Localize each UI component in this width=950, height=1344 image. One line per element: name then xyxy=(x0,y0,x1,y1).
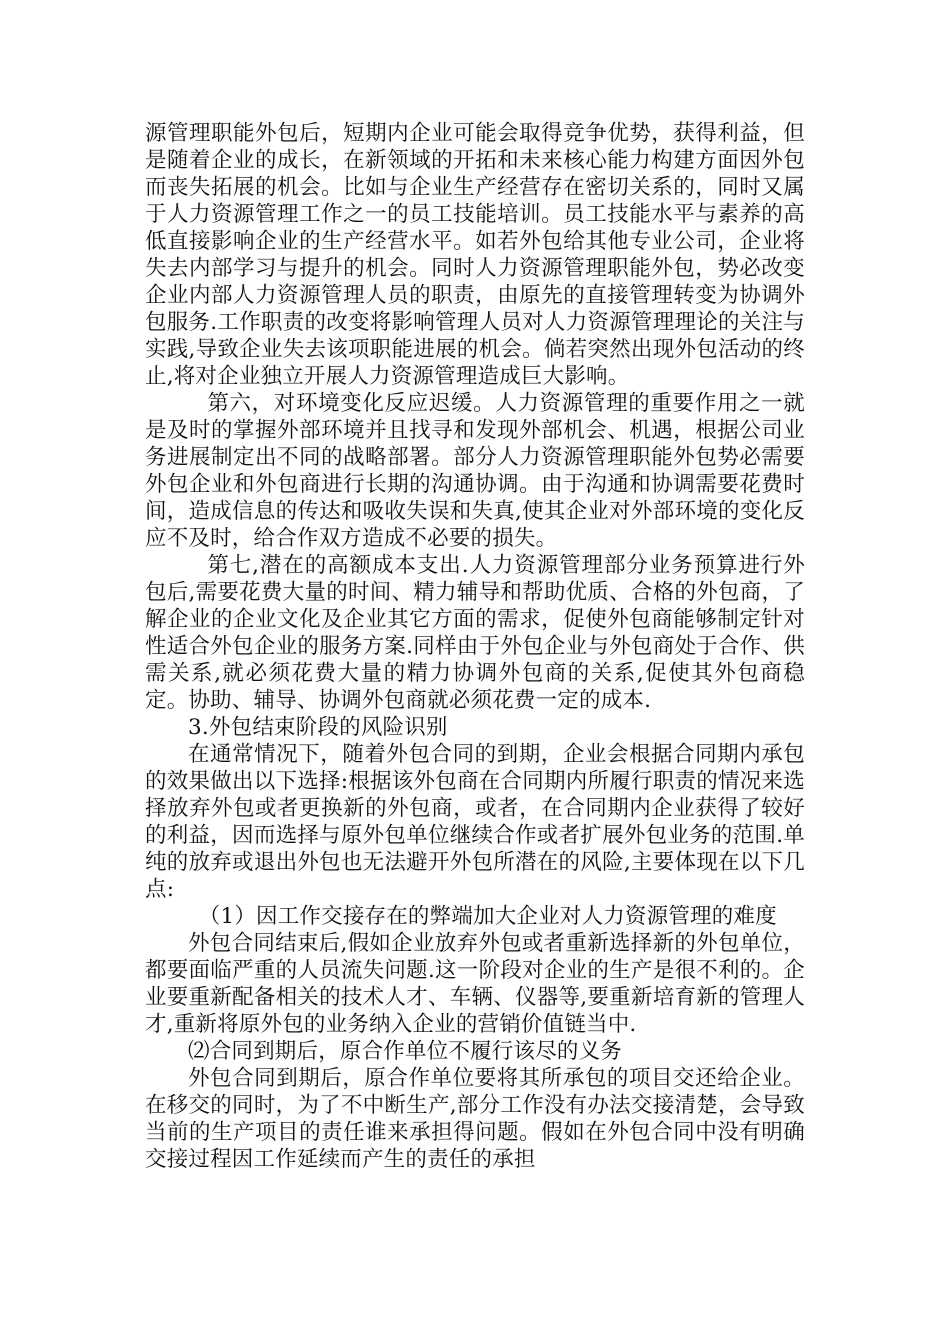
subheading-1: （1）因工作交接存在的弊端加大企业对人力资源管理的难度 xyxy=(198,904,777,929)
subheading-2: ⑵合同到期后，原合作单位不履行该尽的义务 xyxy=(188,1039,623,1064)
section-heading-3: 3.外包结束阶段的风险识别 xyxy=(188,715,448,740)
paragraph-subsection-2: 外包合同到期后，原合作单位要将其所承包的项目交还给企业。在移交的同时，为了不中断生产,部分工作没有办法交接清楚，会导致当前的生产项目的责任谁来承担得问题。假如在外包合同中没有明确交接过程因工作延续而产生的责任的承担 xyxy=(145,1066,805,1172)
paragraph-item-six: 第六，对环境变化反应迟缓。人力资源管理的重要作用之一就是及时的掌握外部环境并且找寻和发现外部机会、机遇，根据公司业务进展制定出不同的战略部署。部分人力资源管理职能外包势必需要外包企业和外包商进行长期的沟通协调。由于沟通和协调需要花费时间，造成信息的传达和吸收失误和失真,使其企业对外部环境的变化反应不及时，给合作双方造成不必要的损失。 xyxy=(145,391,805,551)
paragraph-item-seven: 第七,潜在的高额成本支出.人力资源管理部分业务预算进行外包后,需要花费大量的时间、精力辅导和帮助优质、合格的外包商，了解企业的企业文化及企业其它方面的需求，促使外包商能够制定针对性适合外包企业的服务方案.同样由于外包企业与外包商处于合作、供需关系,就必须花费大量的精力协调外包商的关系,促使其外包商稳定。协助、辅导、协调外包商就必须花费一定的成本. xyxy=(145,553,805,713)
paragraph-subsection-1: 外包合同结束后,假如企业放弃外包或者重新选择新的外包单位，都要面临严重的人员流失问题.这一阶段对企业的生产是很不利的。企业要重新配备相关的技术人才、车辆、仪器等,要重新培育新的管理人才,重新将原外包的业务纳入企业的营销价值链当中. xyxy=(145,931,805,1037)
paragraph-continuation: 源管理职能外包后，短期内企业可能会取得竞争优势，获得利益，但是随着企业的成长，在新领域的开拓和未来核心能力构建方面因外包而丧失拓展的机会。比如与企业生产经营存在密切关系的，同时又属于人力资源管理工作之一的员工技能培训。员工技能水平与素养的高低直接影响企业的生产经营水平。如若外包给其他专业公司，企业将失去内部学习与提升的机会。同时人力资源管理职能外包，势必改变企业内部人力资源管理人员的职责，由原先的直接管理转变为协调外包服务.工作职责的改变将影响管理人员对人力资源管理理论的关注与实践,导致企业失去该项职能进展的机会。倘若突然出现外包活动的终止,将对企业独立开展人力资源管理造成巨大影响。 xyxy=(145,121,805,389)
paragraph-section-3-intro: 在通常情况下，随着外包合同的到期，企业会根据合同期内承包的效果做出以下选择:根据该外包商在合同期内所履行职责的情况来选择放弃外包或者更换新的外包商，或者，在合同期内企业获得了较好的利益，因而选择与原外包单位继续合作或者扩展外包业务的范围.单纯的放弃或退出外包也无法避开外包所潜在的风险,主要体现在以下几点: xyxy=(145,742,805,902)
document-page xyxy=(145,120,805,1173)
